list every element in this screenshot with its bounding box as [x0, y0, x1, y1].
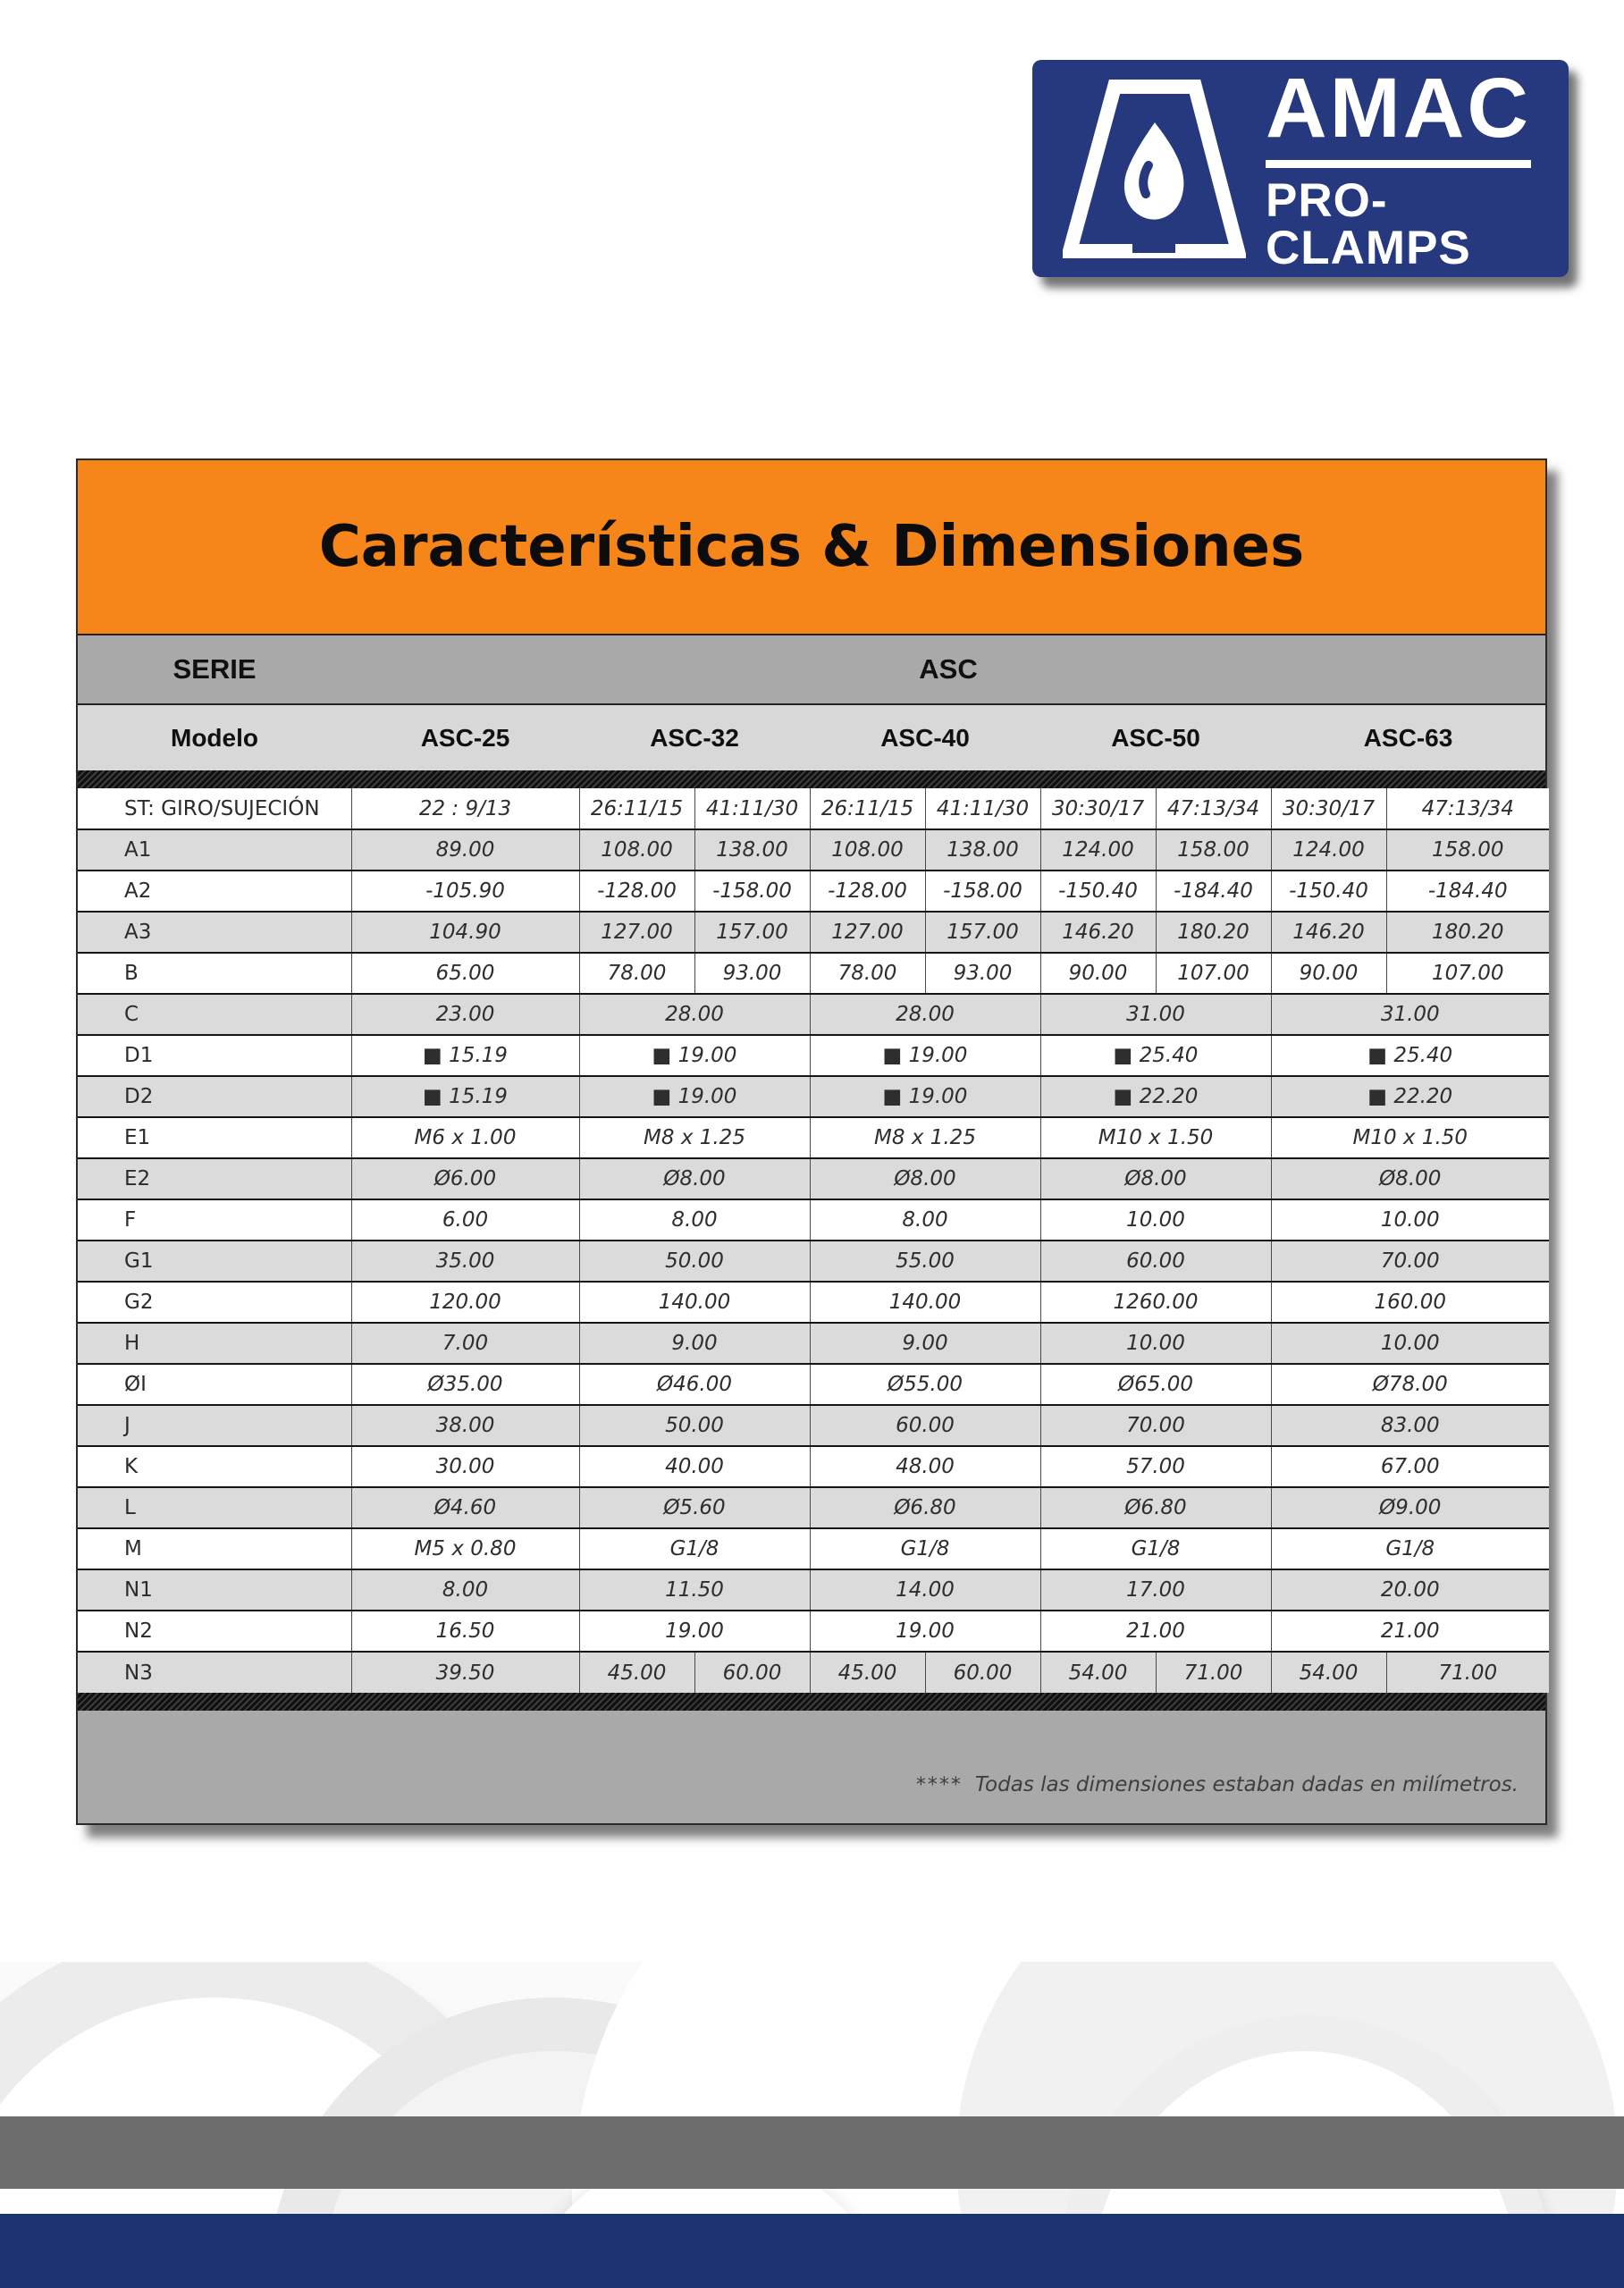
table-cell: 23.00	[351, 994, 579, 1035]
row-label: N3	[78, 1652, 351, 1693]
table-cell: 16.50	[351, 1611, 579, 1652]
table-cell: 10.00	[1271, 1323, 1549, 1364]
table-cell: 146.20	[1271, 912, 1386, 953]
table-cell: 47:13/34	[1156, 788, 1271, 829]
table-cell: 20.00	[1271, 1569, 1549, 1611]
table-cell: G1/8	[1271, 1528, 1549, 1569]
row-label: A2	[78, 871, 351, 912]
table-cell: 60.00	[810, 1405, 1040, 1446]
units-footnote	[916, 1773, 1519, 1796]
row-label: N1	[78, 1569, 351, 1611]
footnote-text: Todas las dimensiones estaban dadas en milímetros.	[974, 1773, 1519, 1796]
table-cell: Ø9.00	[1271, 1487, 1549, 1528]
row-label: G2	[78, 1282, 351, 1323]
table-cell: -184.40	[1156, 871, 1271, 912]
row-label: L	[78, 1487, 351, 1528]
table-cell: 31.00	[1040, 994, 1271, 1035]
table-cell: ■ 22.20	[1271, 1076, 1549, 1117]
table-cell: M10 x 1.50	[1271, 1117, 1549, 1158]
table-cell: 157.00	[694, 912, 810, 953]
model-name: ASC-32	[650, 723, 739, 752]
row-label: D2	[78, 1076, 351, 1117]
table-cell: 140.00	[810, 1282, 1040, 1323]
table-row	[78, 1323, 1549, 1364]
table-row	[78, 1405, 1549, 1446]
separator-band	[78, 770, 1545, 788]
table-cell: ■ 15.19	[351, 1035, 579, 1076]
table-row	[78, 1364, 1549, 1405]
table-cell: -184.40	[1386, 871, 1549, 912]
table-cell: 31.00	[1271, 994, 1549, 1035]
table-cell: Ø8.00	[1271, 1158, 1549, 1199]
table-cell: 40.00	[579, 1446, 810, 1487]
row-label: H	[78, 1323, 351, 1364]
table-cell: 71.00	[1156, 1652, 1271, 1693]
table-cell: 45.00	[579, 1652, 694, 1693]
spec-sheet	[76, 458, 1547, 1825]
table-cell: 50.00	[579, 1241, 810, 1282]
table-cell: Ø35.00	[351, 1364, 579, 1405]
table-cell: 19.00	[810, 1611, 1040, 1652]
table-cell: 38.00	[351, 1405, 579, 1446]
table-cell: 55.00	[810, 1241, 1040, 1282]
row-label: ST: GIRO/SUJECIÓN	[124, 796, 320, 820]
table-row	[78, 1446, 1549, 1487]
row-label: E1	[78, 1117, 351, 1158]
table-cell: Ø8.00	[1040, 1158, 1271, 1199]
brand-logo	[1032, 60, 1569, 277]
table-cell: 89.00	[351, 829, 579, 871]
table-cell: -128.00	[579, 871, 694, 912]
table-cell: 104.90	[351, 912, 579, 953]
table-cell: ■ 19.00	[579, 1076, 810, 1117]
table-cell: -150.40	[1271, 871, 1386, 912]
table-cell: 30:30/17	[1271, 788, 1386, 829]
table-cell: 180.20	[1386, 912, 1549, 953]
logo-a-water-drop-icon	[1063, 80, 1246, 258]
row-label: F	[78, 1199, 351, 1241]
table-cell: 70.00	[1271, 1241, 1549, 1282]
footer-gray-band	[0, 2116, 1624, 2189]
row-label: ØI	[78, 1364, 351, 1405]
model-header-row	[78, 703, 1545, 770]
table-cell: 21.00	[1040, 1611, 1271, 1652]
row-label: B	[78, 953, 351, 994]
table-cell: 26:11/15	[810, 788, 925, 829]
table-cell: 158.00	[1156, 829, 1271, 871]
table-cell: 60.00	[694, 1652, 810, 1693]
serie-label: SERIE	[172, 653, 257, 685]
table-cell: ■ 25.40	[1271, 1035, 1549, 1076]
table-cell: 60.00	[925, 1652, 1040, 1693]
table-cell: 140.00	[579, 1282, 810, 1323]
footer-navy-band	[0, 2214, 1624, 2288]
table-cell: Ø46.00	[579, 1364, 810, 1405]
table-cell: 30:30/17	[1040, 788, 1156, 829]
row-label: J	[78, 1405, 351, 1446]
table-cell: 60.00	[1040, 1241, 1271, 1282]
table-cell: 124.00	[1040, 829, 1156, 871]
table-row	[78, 1569, 1549, 1611]
table-cell: 17.00	[1040, 1569, 1271, 1611]
page-title: Características & Dimensiones	[318, 514, 1305, 580]
table-cell: 10.00	[1040, 1323, 1271, 1364]
table-cell: 30.00	[351, 1446, 579, 1487]
table-row	[78, 994, 1549, 1035]
table-cell: M5 x 0.80	[351, 1528, 579, 1569]
table-cell: 127.00	[579, 912, 694, 953]
table-cell: G1/8	[1040, 1528, 1271, 1569]
table-cell: 54.00	[1040, 1652, 1156, 1693]
table-footer	[78, 1711, 1545, 1823]
table-cell: 78.00	[810, 953, 925, 994]
dimensions-table	[78, 788, 1549, 1693]
serie-value: ASC	[919, 653, 978, 685]
table-row	[78, 1076, 1549, 1117]
table-row	[78, 1652, 1549, 1693]
logo-subtitle-text: PRO-CLAMPS	[1266, 173, 1471, 274]
table-cell: -128.00	[810, 871, 925, 912]
table-cell: -158.00	[694, 871, 810, 912]
model-name: ASC-25	[420, 723, 510, 752]
table-cell: 6.00	[351, 1199, 579, 1241]
table-cell: M6 x 1.00	[351, 1117, 579, 1158]
table-row	[78, 953, 1549, 994]
table-cell: Ø6.80	[1040, 1487, 1271, 1528]
table-cell: 108.00	[579, 829, 694, 871]
table-cell: 41:11/30	[925, 788, 1040, 829]
table-cell: 160.00	[1271, 1282, 1549, 1323]
table-cell: 93.00	[694, 953, 810, 994]
row-label: A1	[78, 829, 351, 871]
table-cell: 14.00	[810, 1569, 1040, 1611]
table-cell: 11.50	[579, 1569, 810, 1611]
table-cell: 45.00	[810, 1652, 925, 1693]
row-label: D1	[78, 1035, 351, 1076]
table-row	[78, 912, 1549, 953]
table-cell: 1260.00	[1040, 1282, 1271, 1323]
table-cell: 8.00	[351, 1569, 579, 1611]
table-cell: ■ 25.40	[1040, 1035, 1271, 1076]
table-cell: 10.00	[1271, 1199, 1549, 1241]
table-row	[78, 1282, 1549, 1323]
table-cell: 138.00	[925, 829, 1040, 871]
table-cell: Ø6.80	[810, 1487, 1040, 1528]
table-cell: 22 : 9/13	[351, 788, 579, 829]
table-row	[78, 871, 1549, 912]
table-cell: 71.00	[1386, 1652, 1549, 1693]
table-cell: 28.00	[810, 994, 1040, 1035]
table-cell: 7.00	[351, 1323, 579, 1364]
table-cell: Ø8.00	[810, 1158, 1040, 1199]
table-row	[78, 1158, 1549, 1199]
table-cell: 9.00	[579, 1323, 810, 1364]
table-cell: ■ 22.20	[1040, 1076, 1271, 1117]
logo-brand-text: AMAC	[1266, 66, 1531, 168]
table-cell: 157.00	[925, 912, 1040, 953]
table-cell: 9.00	[810, 1323, 1040, 1364]
table-cell: 146.20	[1040, 912, 1156, 953]
table-cell: 28.00	[579, 994, 810, 1035]
row-label: G1	[78, 1241, 351, 1282]
row-label: M	[78, 1528, 351, 1569]
table-cell: 158.00	[1386, 829, 1549, 871]
table-cell: 26:11/15	[579, 788, 694, 829]
table-cell: 138.00	[694, 829, 810, 871]
table-cell: 78.00	[579, 953, 694, 994]
table-cell: ■ 19.00	[810, 1076, 1040, 1117]
table-cell: 8.00	[579, 1199, 810, 1241]
table-cell: Ø5.60	[579, 1487, 810, 1528]
row-label: E2	[78, 1158, 351, 1199]
table-row	[78, 829, 1549, 871]
table-cell: Ø6.00	[351, 1158, 579, 1199]
model-name: ASC-50	[1111, 723, 1200, 752]
serie-header-row	[78, 634, 1545, 703]
separator-band	[78, 1693, 1545, 1711]
table-cell: 180.20	[1156, 912, 1271, 953]
table-cell: 8.00	[810, 1199, 1040, 1241]
table-cell: 107.00	[1386, 953, 1549, 994]
table-cell: 19.00	[579, 1611, 810, 1652]
table-cell: G1/8	[579, 1528, 810, 1569]
modelo-label: Modelo	[171, 723, 258, 752]
table-row	[78, 1199, 1549, 1241]
table-cell: 70.00	[1040, 1405, 1271, 1446]
table-row	[78, 1117, 1549, 1158]
table-cell: -105.90	[351, 871, 579, 912]
table-cell: Ø65.00	[1040, 1364, 1271, 1405]
table-cell: ■ 19.00	[579, 1035, 810, 1076]
table-cell: 10.00	[1040, 1199, 1271, 1241]
table-cell: 93.00	[925, 953, 1040, 994]
table-cell: M8 x 1.25	[810, 1117, 1040, 1158]
table-cell: M10 x 1.50	[1040, 1117, 1271, 1158]
table-cell: 65.00	[351, 953, 579, 994]
table-cell: 48.00	[810, 1446, 1040, 1487]
row-label: K	[78, 1446, 351, 1487]
table-cell: 35.00	[351, 1241, 579, 1282]
row-label: C	[78, 994, 351, 1035]
table-cell: G1/8	[810, 1528, 1040, 1569]
table-cell: 90.00	[1271, 953, 1386, 994]
table-cell: Ø4.60	[351, 1487, 579, 1528]
table-cell: -150.40	[1040, 871, 1156, 912]
table-cell: 120.00	[351, 1282, 579, 1323]
table-cell: 127.00	[810, 912, 925, 953]
table-cell: 41:11/30	[694, 788, 810, 829]
table-cell: 21.00	[1271, 1611, 1549, 1652]
table-cell: 47:13/34	[1386, 788, 1549, 829]
table-cell: Ø55.00	[810, 1364, 1040, 1405]
table-cell: ■ 19.00	[810, 1035, 1040, 1076]
model-name: ASC-63	[1363, 723, 1453, 752]
table-row	[78, 1611, 1549, 1652]
table-cell: 57.00	[1040, 1446, 1271, 1487]
table-cell: 124.00	[1271, 829, 1386, 871]
table-row	[78, 1035, 1549, 1076]
table-row	[78, 1487, 1549, 1528]
row-label: A3	[78, 912, 351, 953]
table-row	[78, 1528, 1549, 1569]
table-cell: 39.50	[351, 1652, 579, 1693]
table-cell: 54.00	[1271, 1652, 1386, 1693]
table-cell: ■ 15.19	[351, 1076, 579, 1117]
table-cell: 83.00	[1271, 1405, 1549, 1446]
table-cell: -158.00	[925, 871, 1040, 912]
table-cell: 108.00	[810, 829, 925, 871]
footnote-stars: ****	[915, 1774, 963, 1796]
row-label: N2	[78, 1611, 351, 1652]
table-cell: M8 x 1.25	[579, 1117, 810, 1158]
table-cell: 50.00	[579, 1405, 810, 1446]
table-cell: Ø78.00	[1271, 1364, 1549, 1405]
table-cell: 90.00	[1040, 953, 1156, 994]
title-banner	[78, 460, 1545, 634]
table-cell: 67.00	[1271, 1446, 1549, 1487]
table-row	[78, 1241, 1549, 1282]
table-cell: Ø8.00	[579, 1158, 810, 1199]
model-name: ASC-40	[880, 723, 970, 752]
table-cell: 107.00	[1156, 953, 1271, 994]
table-row	[78, 788, 1549, 829]
